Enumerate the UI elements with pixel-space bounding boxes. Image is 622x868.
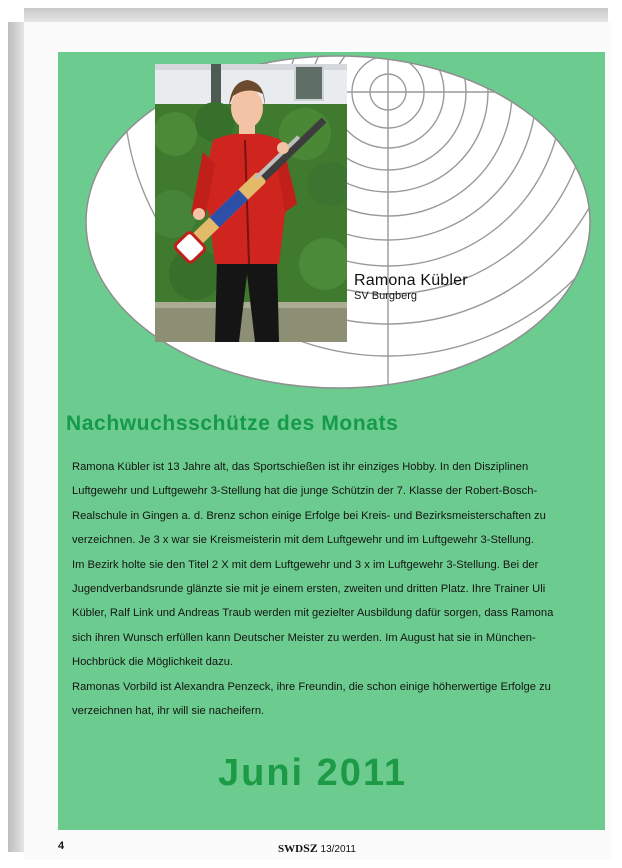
article-line: sich ihren Wunsch erfüllen kann Deutscher Meister zu werden. Im August hat sie in München- bbox=[72, 631, 536, 644]
article-line: Im Bezirk holte sie den Titel 2 X mit dem Luftgewehr und 3 x im Luftgewehr 3-Stellung. Bei der bbox=[72, 558, 539, 571]
article-line: Luftgewehr und Luftgewehr 3-Stellung hat die junge Schützin der 7. Klasse der Robert-Bosch- bbox=[72, 485, 538, 498]
page-shadow-left bbox=[8, 22, 24, 852]
article-line: Hochbrück die Möglichkeit dazu. bbox=[72, 656, 234, 669]
page-number: 4 bbox=[58, 840, 65, 852]
brand-suffix: SZ bbox=[303, 841, 318, 855]
green-panel bbox=[58, 52, 605, 830]
issue-number: 13/2011 bbox=[320, 844, 356, 855]
article-body bbox=[72, 455, 597, 723]
article-line: Ramona Kübler ist 13 Jahre alt, das Sportschießen ist ihr einziges Hobby. In den Disziplinen bbox=[72, 461, 529, 473]
article-line: verzeichnen hat, ihr will sie nacheifern. bbox=[72, 705, 265, 718]
footer-brand bbox=[278, 843, 318, 855]
athlete-name: Ramona Kübler bbox=[354, 272, 468, 289]
month-label: Juni 2011 bbox=[218, 752, 408, 794]
article-line: Kübler, Ralf Link und Andreas Traub werden mit gezielter Ausbildung dafür sorgen, dass Ramona bbox=[72, 607, 554, 620]
athlete-photo bbox=[155, 64, 347, 342]
athlete-club: SV Burgberg bbox=[354, 290, 417, 302]
article-line: Ramonas Vorbild ist Alexandra Penzeck, ihre Freundin, die schon einige höherwertige Erfolge zu bbox=[72, 680, 551, 693]
article-line: Realschule in Gingen a. d. Brenz schon einige Erfolge bei Kreis- und Bezirksmeisterschaften zu bbox=[72, 509, 546, 522]
footer-issue bbox=[278, 841, 356, 856]
article-line: Jugendverbandsrunde glänzte sie mit je einem ersten, zweiten und dritten Platz. Ihre Trainer Uli bbox=[72, 583, 546, 596]
section-heading: Nachwuchsschütze des Monats bbox=[66, 412, 399, 435]
article-line: verzeichnen. Je 3 x war sie Kreismeisterin mit dem Luftgewehr und im Luftgewehr 3-Stellung. bbox=[72, 534, 535, 547]
page-shadow-top bbox=[24, 8, 608, 22]
brand-prefix: SWD bbox=[278, 843, 304, 855]
photo-caption bbox=[354, 272, 468, 302]
